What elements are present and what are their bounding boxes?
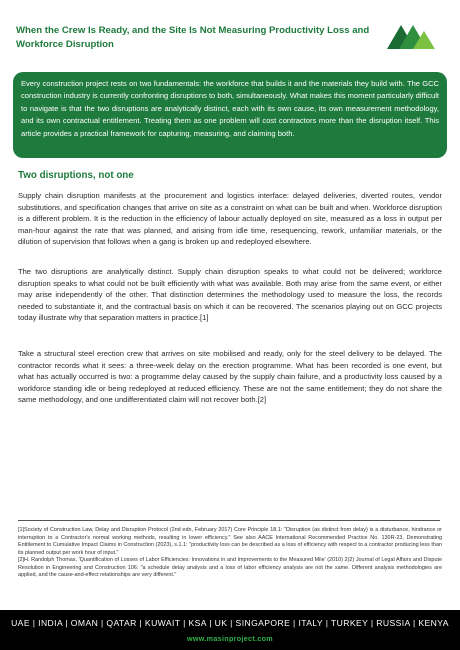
footnote-2: [2]H. Randolph Thomas, 'Quantification of Losses of Labor Efficiencies: Innovations in and Improvements to the Measured Mile' (2010) 2(2) Journal of Legal Affairs and Dispute Resolution in Engineering and Construction 106: "a schedule delay analysis and a loss of labor efficiency analysis are not the same. Different analysis methodologies are applied, and the cause-and-effect relationships are very different." bbox=[18, 557, 442, 578]
body-paragraph-1: Supply chain disruption manifests at the procurement and logistics interface: delayed deliveries, diverted routes, vendor substitutions, and specification changes that arrive on site as a constraint on what can be built and when. Workforce disruption is a different problem. It is the reduction in the efficiency of labour actually deployed on site, measured as a loss in output per man-hour against the rate that was planned, and arising from idle time, resequencing, rework, unfamiliar materials, or the dilution of supervision that follows when a gang is broken up and redeployed elsewhere. bbox=[18, 191, 442, 247]
footer-website-link[interactable]: www.masinproject.com bbox=[186, 634, 273, 643]
footnotes bbox=[18, 527, 442, 580]
article-title: When the Crew Is Ready, and the Site Is Not Measuring Productivity Loss and Workforce Disruption bbox=[16, 25, 370, 50]
footnote-1: [1]Society of Construction Law, Delay and Disruption Protocol (2nd edn, February 2017) Core Principle 18.1: "Disruption (as distinct from delay) is a disturbance, hindrance or interruption to a Contractor's normal working methods, resulting in lower efficiency." See also AACE International Recommended Practice No. 130R-23, Demonstrating Entitlement to Cumulative Impact Claims in Construction (2023), s.1.1: "productivity loss can be described as a loss of efficiency with respect to a contractor producing less than its planned output per work hour of input." bbox=[18, 527, 442, 556]
section-heading: Two disruptions, not one bbox=[18, 170, 134, 181]
body-paragraph-2: The two disruptions are analytically distinct. Supply chain disruption speaks to what could not be delivered; workforce disruption speaks to what could not be built efficiently with what was available. Both may arise from the same event, or either may arise independently of the other. That distinction determines the methodology used to measure the loss, the records needed to substantiate it, and the contractual basis on which it can be recovered. The scenarios playing out on GCC projects today illustrate why that separation matters in practice.[1] bbox=[18, 267, 442, 323]
intro-text: Every construction project rests on two fundamentals: the workforce that builds it and the materials they build with. The GCC construction industry is currently confronting disruptions to both, simultaneously. What makes this moment particularly difficult to navigate is that the two disruptions are analytically distinct, each with its own cause, its own measurement methodology, and its own contractual entitlement. Treating them as one problem will cost contractors more than the disruption itself. This article provides a practical framework for capturing, measuring, and claiming both. bbox=[21, 79, 439, 138]
article-header bbox=[16, 24, 376, 52]
footnote-divider bbox=[18, 520, 440, 521]
footer-countries: UAE | INDIA | OMAN | QATAR | KUWAIT | KSA | UK | SINGAPORE | ITALY | TURKEY | RUSSIA | KENYA bbox=[11, 618, 449, 628]
intro-box bbox=[13, 72, 447, 158]
company-logo bbox=[387, 22, 435, 50]
body-paragraph-3: Take a structural steel erection crew that arrives on site mobilised and ready, only for the steel delivery to be delayed. The contractor records what it sees: a three-week delay on the erection programme. What has been recorded is one event, but what has actually occurred is two: a programme delay caused by the supply chain failure, and a productivity loss caused by a workforce standing idle or being redeployed at reduced efficiency. These are not the same entitlement; they do not share the same methodology, and one undifferentiated claim will not recover both.[2] bbox=[18, 349, 442, 405]
page-footer bbox=[0, 610, 460, 650]
